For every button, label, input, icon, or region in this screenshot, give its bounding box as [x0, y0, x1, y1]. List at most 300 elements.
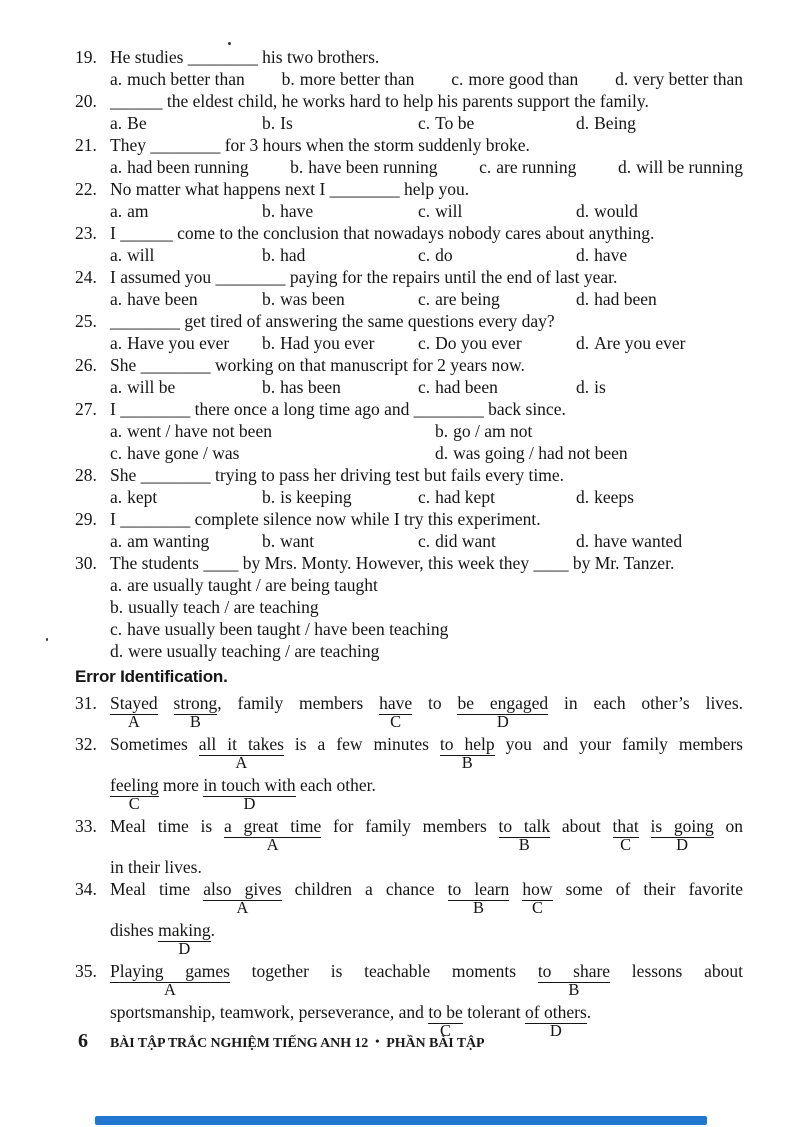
option-text: are running — [496, 157, 577, 177]
option-text: usually teach / are teaching — [128, 597, 319, 617]
option — [262, 200, 418, 222]
question-number: 28. — [75, 465, 97, 485]
option — [576, 332, 743, 354]
option — [110, 442, 435, 464]
option-key: c. — [418, 487, 431, 507]
question-item — [75, 90, 743, 134]
option-text: have usually been taught / have been teaching — [127, 619, 449, 639]
option-key: c. — [418, 377, 431, 397]
option — [479, 156, 576, 178]
option-key: c. — [110, 443, 123, 463]
sentence-text: children a chance — [281, 879, 448, 899]
option-key: a. — [110, 575, 123, 595]
book-title: BÀI TẬP TRẮC NGHIỆM TIẾNG ANH 12 — [110, 1036, 369, 1051]
option — [110, 68, 245, 90]
option-text: have — [280, 201, 314, 221]
question-number: 30. — [75, 553, 97, 573]
question-item — [75, 266, 743, 310]
underlined-phrase: also gives A — [203, 879, 282, 917]
footer — [78, 1030, 484, 1053]
option-key: a. — [110, 245, 123, 265]
question-item — [75, 46, 743, 90]
phrase-label: C — [128, 794, 140, 813]
underlined-phrase: Stayed A — [110, 693, 158, 731]
option — [110, 244, 262, 266]
sentence-text: each other. — [295, 775, 376, 795]
underlined-phrase: to be C — [428, 1002, 463, 1040]
sentence-text: to — [412, 693, 458, 713]
option — [262, 332, 418, 354]
options-row — [110, 156, 743, 178]
option-text: is — [594, 377, 606, 397]
phrase-label: C — [390, 712, 402, 731]
question-body — [110, 398, 743, 464]
underlined-phrase: making D — [158, 920, 211, 958]
underlined-phrase: is going D — [650, 816, 714, 854]
options-row — [110, 332, 743, 354]
question-item — [75, 508, 743, 552]
underlined-phrase: to share B — [537, 961, 611, 999]
option-key: b. — [262, 377, 276, 397]
option — [110, 486, 262, 508]
sentence-text: some of their favorite — [552, 879, 743, 899]
underlined-phrase: in touch with D — [203, 775, 296, 813]
option-text: Had you ever — [280, 333, 375, 353]
question-number: 32. — [75, 734, 97, 754]
question-stem: ________ get tired of answering the same questions every day? — [110, 311, 555, 331]
option — [110, 200, 262, 222]
option-text: did want — [435, 531, 496, 551]
question-number: 20. — [75, 91, 97, 111]
sentence-text: for family members — [321, 816, 499, 836]
option — [451, 68, 578, 90]
option-text: had kept — [435, 487, 495, 507]
error-sentence-line — [110, 878, 743, 917]
option — [418, 530, 576, 552]
underlined-phrase: of others D — [525, 1002, 587, 1040]
option — [110, 156, 249, 178]
sentence-text: , family members — [217, 693, 380, 713]
option-key: b. — [262, 289, 276, 309]
option-text: To be — [435, 113, 475, 133]
phrase-label: D — [676, 835, 689, 854]
error-identification-heading: Error Identification. — [75, 667, 228, 686]
question-number: 23. — [75, 223, 97, 243]
question-stem: I assumed you ________ paying for the repairs until the end of last year. — [110, 267, 618, 287]
question-stem: I ______ come to the conclusion that nowadays nobody cares about anything. — [110, 223, 655, 243]
option — [576, 376, 743, 398]
option — [110, 530, 262, 552]
option-text: is keeping — [280, 487, 352, 507]
phrase-label: D — [549, 1021, 562, 1040]
question-body — [110, 222, 743, 266]
sentence-text — [509, 879, 522, 899]
option-key: d. — [615, 69, 629, 89]
option-key: d. — [576, 333, 590, 353]
option-text: have — [594, 245, 628, 265]
error-sentence-line — [110, 774, 743, 813]
error-question-body — [110, 692, 743, 733]
underlined-phrase: all it takes A — [198, 734, 284, 772]
error-question-item — [75, 815, 743, 878]
option — [418, 376, 576, 398]
underlined-phrase: to learn B — [447, 879, 510, 917]
option-text: Be — [127, 113, 147, 133]
options-row — [110, 200, 743, 222]
option-key: b. — [262, 245, 276, 265]
option-text: are being — [435, 289, 500, 309]
option-key: b. — [262, 531, 276, 551]
option — [576, 288, 743, 310]
page-content — [75, 46, 743, 1042]
option-text: more good than — [468, 69, 579, 89]
option — [418, 486, 576, 508]
option — [262, 244, 418, 266]
sentence-text: on — [713, 816, 744, 836]
option-text: Are you ever — [594, 333, 686, 353]
phrase-label: D — [496, 712, 509, 731]
question-item — [75, 354, 743, 398]
phrase-label: C — [620, 835, 632, 854]
option-key: a. — [110, 421, 123, 441]
sentence-text: lessons about — [610, 961, 743, 981]
option-key: d. — [576, 201, 590, 221]
option-key: d. — [576, 289, 590, 309]
options-row — [110, 244, 743, 266]
question-stem: I ________ there once a long time ago and ________ back since. — [110, 399, 566, 419]
question-item — [75, 552, 743, 662]
error-question-body — [110, 815, 743, 878]
option-key: d. — [110, 641, 124, 661]
scan-artifact-dot — [228, 42, 231, 45]
phrase-label: C — [531, 898, 543, 917]
question-stem: The students ____ by Mrs. Monty. However, this week they ____ by Mr. Tanzer. — [110, 553, 675, 573]
sentence-text: . — [586, 1002, 592, 1022]
underlined-phrase: how C — [522, 879, 553, 917]
error-identification-section — [75, 692, 743, 1042]
question-body — [110, 354, 743, 398]
option — [110, 574, 743, 596]
question-stem: I ________ complete silence now while I try this experiment. — [110, 509, 541, 529]
option — [418, 112, 576, 134]
option-text: very better than — [633, 69, 743, 89]
option-text: have wanted — [594, 531, 683, 551]
bottom-accent-bar — [95, 1116, 707, 1125]
option-key: c. — [418, 201, 431, 221]
options-row — [110, 420, 743, 464]
options-row — [110, 68, 743, 90]
question-item — [75, 398, 743, 464]
option-text: will be — [127, 377, 176, 397]
question-number: 35. — [75, 961, 97, 981]
options-row — [110, 530, 743, 552]
option — [418, 244, 576, 266]
option-text: will — [127, 245, 155, 265]
option — [262, 486, 418, 508]
option-text: had — [280, 245, 306, 265]
sentence-text: dishes — [110, 920, 159, 940]
question-item — [75, 134, 743, 178]
underlined-phrase: a great time A — [223, 816, 322, 854]
option-text: keeps — [594, 487, 634, 507]
phrase-label: B — [189, 712, 201, 731]
error-sentence-line — [110, 919, 743, 958]
option-key: d. — [617, 157, 632, 177]
option-text: are usually taught / are being taught — [127, 575, 378, 595]
option-text: had been — [435, 377, 498, 397]
sentence-text: is a few minutes — [283, 734, 440, 754]
option-key: a. — [110, 201, 123, 221]
option — [618, 156, 743, 178]
sentence-text: in each other’s lives. — [548, 693, 744, 713]
error-sentence-line — [110, 815, 744, 854]
option-key: c. — [451, 69, 464, 89]
option-text: am wanting — [127, 531, 210, 551]
question-number: 26. — [75, 355, 97, 375]
option-key: a. — [110, 69, 123, 89]
option — [435, 420, 743, 442]
error-question-body — [110, 733, 743, 815]
sentence-text: more — [158, 775, 204, 795]
question-body — [110, 178, 743, 222]
option — [418, 288, 576, 310]
question-body — [110, 266, 743, 310]
error-question-body — [110, 878, 743, 960]
option-key: c. — [110, 619, 123, 639]
question-number: 29. — [75, 509, 97, 529]
option-key: b. — [290, 157, 304, 177]
sentence-text: about — [550, 816, 613, 836]
question-body — [110, 508, 743, 552]
option-key: a. — [110, 289, 123, 309]
option-text: Have you ever — [127, 333, 230, 353]
question-number: 24. — [75, 267, 97, 287]
option — [576, 200, 743, 222]
option-text: kept — [127, 487, 158, 507]
question-list — [75, 46, 743, 662]
option-key: c. — [418, 333, 431, 353]
sentence-text — [158, 693, 174, 713]
option — [418, 200, 576, 222]
phrase-label: A — [235, 753, 248, 772]
sentence-text — [639, 816, 651, 836]
option-text: want — [280, 531, 315, 551]
sentence-text: Meal time is — [110, 816, 224, 836]
question-number: 19. — [75, 47, 97, 67]
option-text: have been — [127, 289, 198, 309]
option-text: more better than — [299, 69, 415, 89]
option-key: a. — [110, 377, 123, 397]
error-sentence-line — [110, 692, 744, 731]
option-text: went / have not been — [127, 421, 272, 441]
question-stem: She ________ working on that manuscript for 2 years now. — [110, 355, 525, 375]
question-number: 31. — [75, 693, 97, 713]
scan-artifact-dot — [46, 638, 48, 641]
option-key: b. — [110, 597, 124, 617]
underlined-phrase: be engaged D — [457, 693, 549, 731]
question-body — [110, 464, 743, 508]
option-text: will be running — [636, 157, 743, 177]
option-key: a. — [110, 487, 123, 507]
question-stem: She ________ trying to pass her driving test but fails every time. — [110, 465, 564, 485]
error-sentence-line — [110, 733, 743, 772]
option-key: c. — [418, 245, 431, 265]
option-key: d. — [576, 377, 590, 397]
options-row — [110, 112, 743, 134]
phrase-label: D — [178, 939, 191, 958]
error-sentence-line — [110, 960, 743, 999]
option-text: had been running — [127, 157, 249, 177]
options-row — [110, 376, 743, 398]
option — [418, 332, 576, 354]
option-text: have gone / was — [127, 443, 240, 463]
phrase-label: A — [266, 835, 279, 854]
option — [110, 640, 743, 662]
option — [110, 288, 262, 310]
option-key: d. — [435, 443, 449, 463]
option-text: was going / had not been — [453, 443, 628, 463]
phrase-label: A — [236, 898, 249, 917]
option — [262, 288, 418, 310]
underlined-phrase: have C — [379, 693, 413, 731]
option — [435, 442, 743, 464]
option-text: do — [435, 245, 453, 265]
error-question-item — [75, 733, 743, 815]
option — [110, 112, 262, 134]
underlined-phrase: Playing games A — [110, 961, 230, 999]
phrase-label: B — [472, 898, 484, 917]
option-key: b. — [262, 487, 276, 507]
page-number: 6 — [78, 1030, 88, 1052]
question-body — [110, 552, 743, 662]
option-key: d. — [576, 531, 590, 551]
question-body — [110, 90, 743, 134]
option — [262, 530, 418, 552]
option — [576, 112, 743, 134]
option — [262, 112, 418, 134]
option-text: will — [435, 201, 463, 221]
error-sentence-line — [110, 1001, 743, 1040]
options-row — [110, 288, 743, 310]
sentence-text: . — [210, 920, 215, 940]
option — [290, 156, 437, 178]
question-stem: He studies ________ his two brothers. — [110, 47, 380, 67]
question-body — [110, 310, 743, 354]
option-key: b. — [435, 421, 449, 441]
phrase-label: C — [440, 1021, 452, 1040]
option-text: has been — [280, 377, 341, 397]
option-text: had been — [594, 289, 657, 309]
option-key: d. — [576, 245, 590, 265]
option-key: d. — [576, 113, 590, 133]
error-question-item — [75, 692, 743, 733]
option-key: b. — [262, 201, 276, 221]
option — [110, 376, 262, 398]
option — [576, 530, 743, 552]
option — [110, 596, 743, 618]
option — [576, 486, 743, 508]
option-key: a. — [110, 333, 123, 353]
option — [262, 376, 418, 398]
phrase-label: D — [243, 794, 256, 813]
question-number: 25. — [75, 311, 97, 331]
option-key: b. — [281, 69, 295, 89]
option-text: much better than — [127, 69, 245, 89]
question-item — [75, 222, 743, 266]
option-key: d. — [576, 487, 590, 507]
option — [110, 332, 262, 354]
option-text: Is — [280, 113, 293, 133]
question-number: 22. — [75, 179, 97, 199]
sentence-text: Sometimes — [110, 734, 199, 754]
option-key: a. — [110, 157, 123, 177]
phrase-label: B — [568, 980, 580, 999]
sentence-text: Meal time — [110, 879, 204, 899]
question-number: 34. — [75, 879, 97, 899]
option — [576, 244, 743, 266]
option-text: am — [127, 201, 149, 221]
option-text: were usually teaching / are teaching — [128, 641, 380, 661]
footer-bullet: • — [375, 1034, 380, 1048]
question-item — [75, 178, 743, 222]
option-key: b. — [262, 113, 276, 133]
underlined-phrase: strong B — [173, 693, 218, 731]
question-number: 21. — [75, 135, 97, 155]
option-text: Being — [594, 113, 636, 133]
option-key: c. — [479, 157, 492, 177]
question-stem: ______ the eldest child, he works hard to help his parents support the family. — [110, 91, 649, 111]
option-key: a. — [110, 531, 123, 551]
option — [282, 68, 415, 90]
error-sentence-line — [110, 856, 743, 878]
sentence-text: together is teachable moments — [229, 961, 538, 981]
question-number: 33. — [75, 816, 97, 836]
option-text: have been running — [308, 157, 438, 177]
phrase-label: A — [163, 980, 176, 999]
sentence-text: you and your family members — [494, 734, 743, 754]
options-row — [110, 486, 743, 508]
option — [615, 68, 743, 90]
footer-section-title: PHẦN BÀI TẬP — [386, 1036, 485, 1051]
option-text: Do you ever — [435, 333, 522, 353]
sentence-text: sportsmanship, teamwork, perseverance, and — [110, 1002, 429, 1022]
error-question-item — [75, 878, 743, 960]
phrase-label: B — [518, 835, 530, 854]
question-body — [110, 134, 743, 178]
underlined-phrase: that C — [612, 816, 639, 854]
option-key: c. — [418, 289, 431, 309]
option-text: would — [594, 201, 638, 221]
sentence-text: tolerant — [462, 1002, 526, 1022]
option-text: was been — [280, 289, 345, 309]
option-key: c. — [418, 113, 431, 133]
question-item — [75, 464, 743, 508]
question-stem: No matter what happens next I ________ help you. — [110, 179, 470, 199]
underlined-phrase: to talk B — [498, 816, 551, 854]
option — [110, 618, 743, 640]
underlined-phrase: feeling C — [110, 775, 159, 813]
options-row — [110, 574, 743, 662]
option-text: go / am not — [453, 421, 533, 441]
phrase-label: A — [127, 712, 140, 731]
question-stem: They ________ for 3 hours when the storm suddenly broke. — [110, 135, 530, 155]
sentence-text: in their lives. — [110, 857, 202, 877]
option-key: a. — [110, 113, 123, 133]
question-number: 27. — [75, 399, 97, 419]
option-key: b. — [262, 333, 276, 353]
option — [110, 420, 435, 442]
option-key: c. — [418, 531, 431, 551]
